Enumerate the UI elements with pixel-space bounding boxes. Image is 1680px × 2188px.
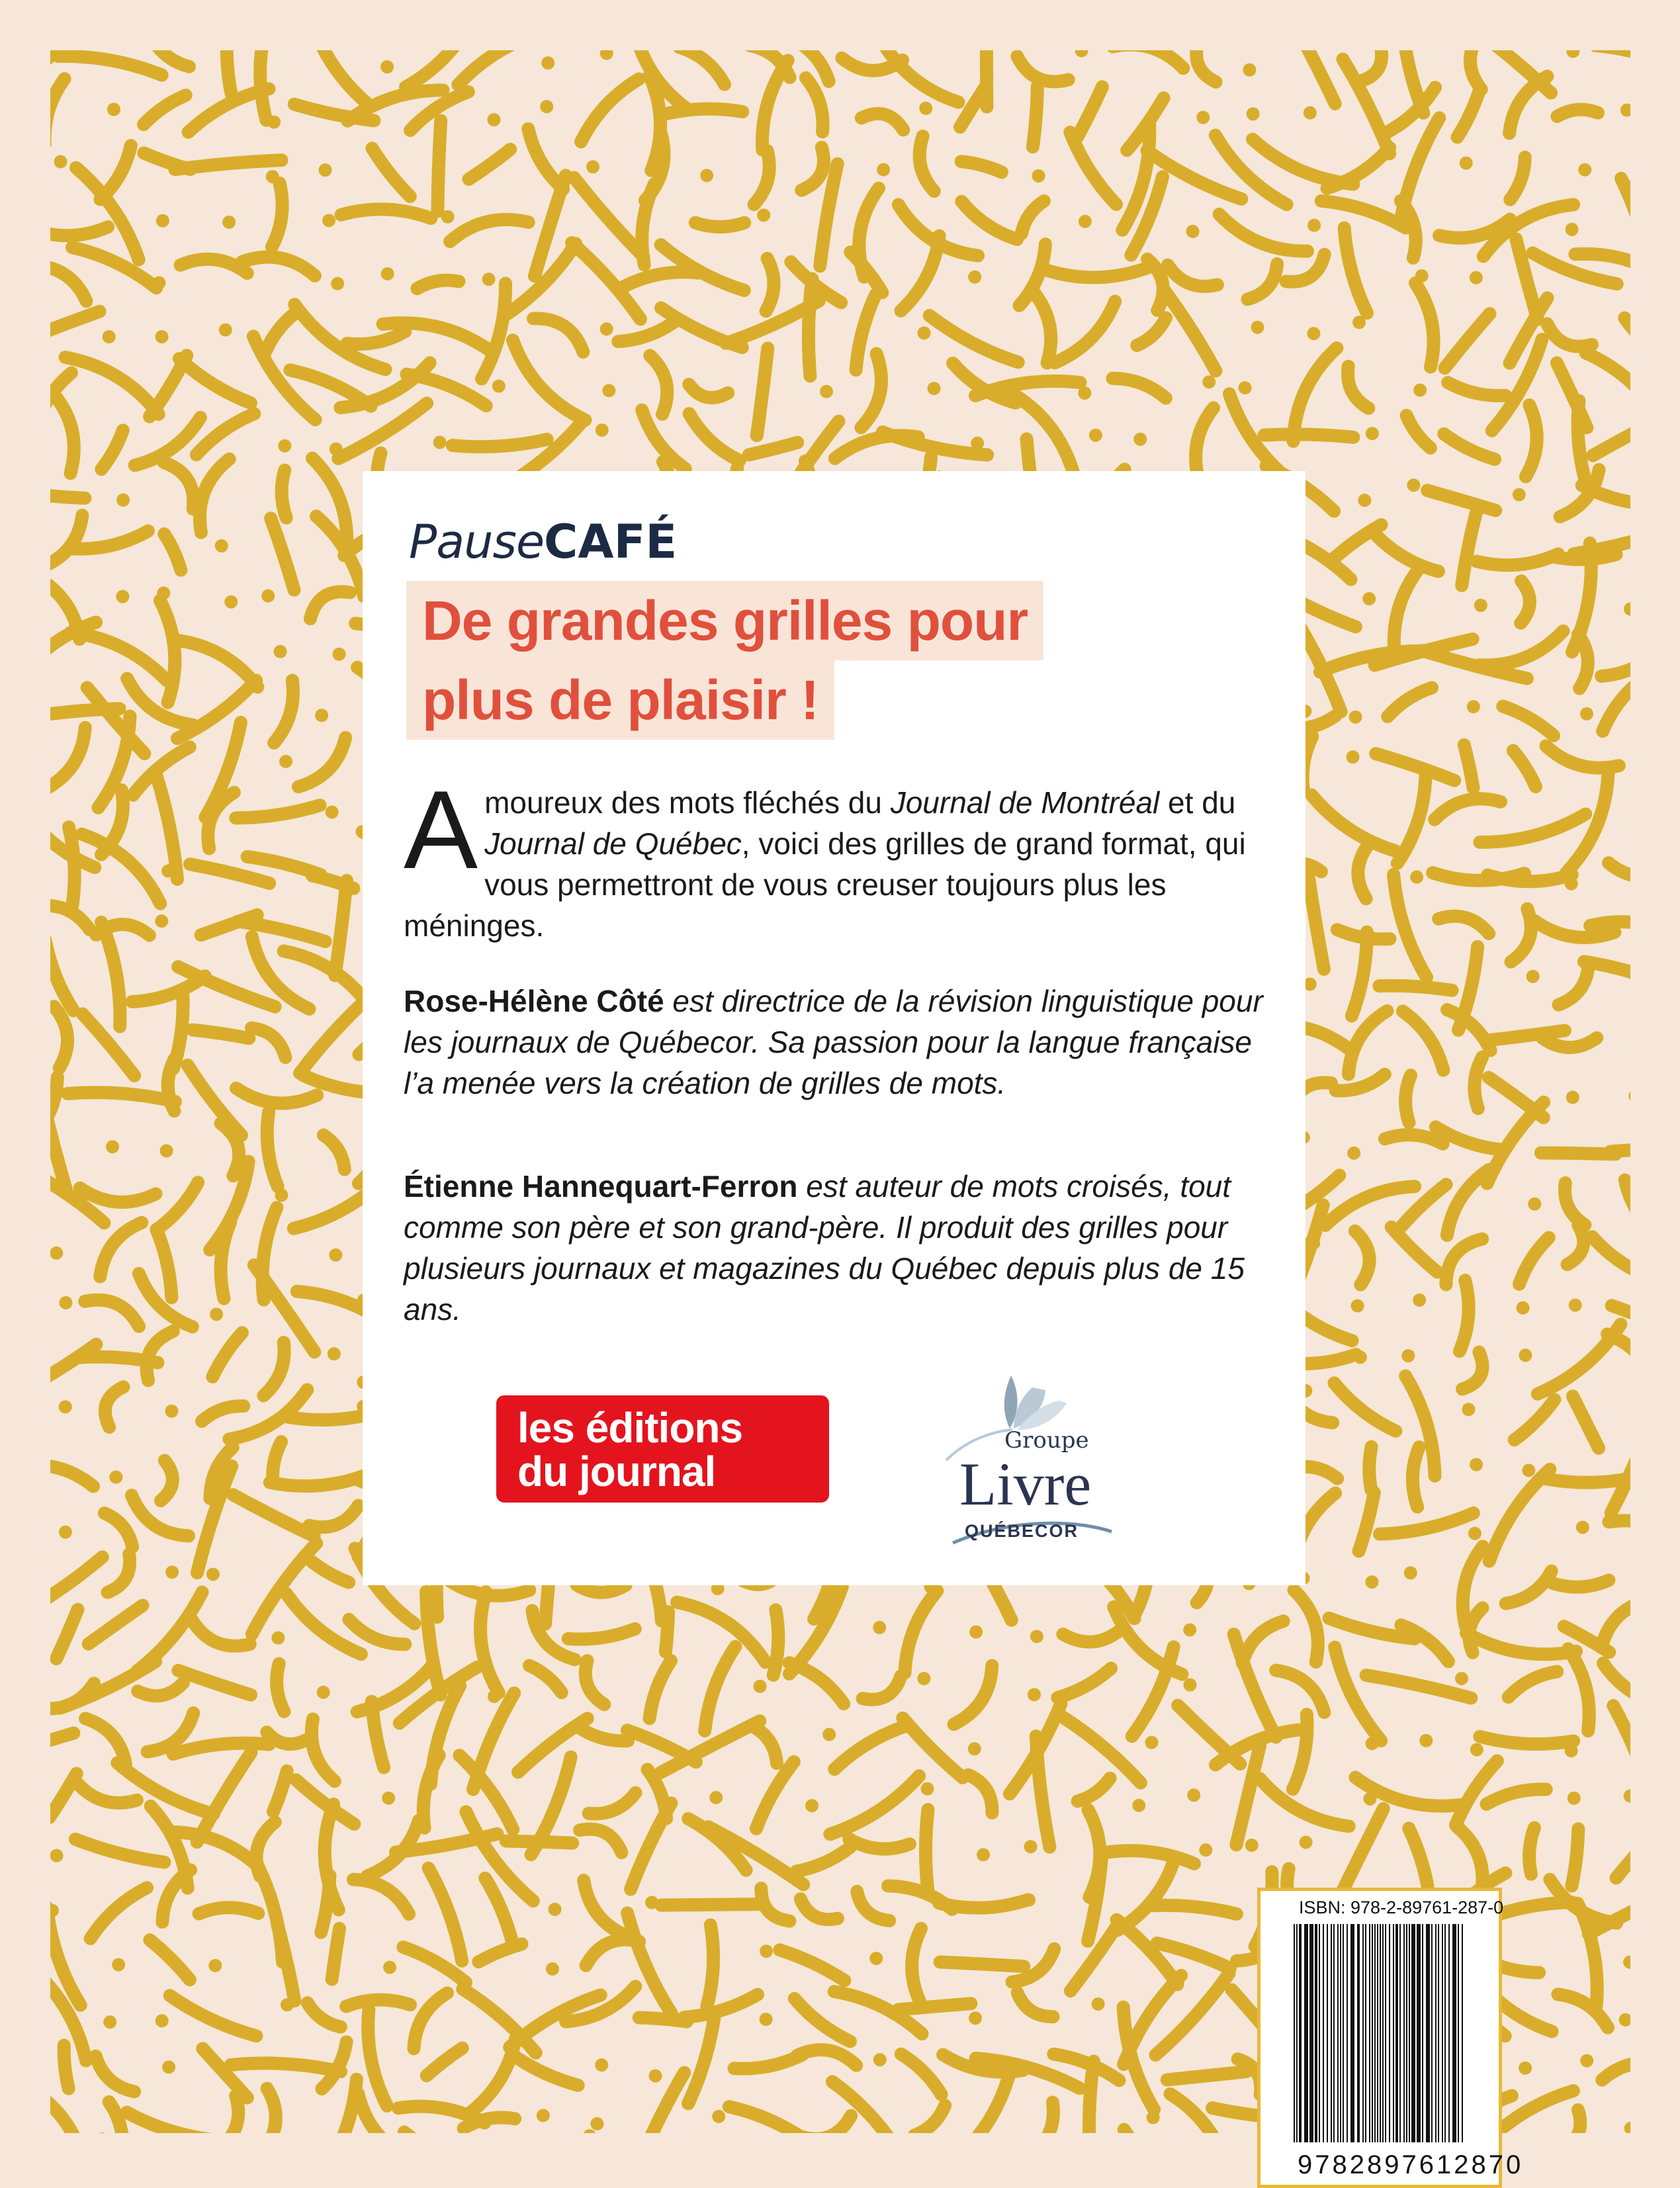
intro-text-3: , voici des grilles de grand format, qui vous permettront de vous creuser toujours plus les méninges. xyxy=(404,826,1246,943)
group-logo-quebecor: QUÉBECOR xyxy=(965,1521,1079,1541)
author-text-2: est auteur de mots croisés, tout comme son père et son grand-père. Il produit des grilles pour plusieurs journaux et magazines du Québec depuis plus de 15 ans. xyxy=(404,1169,1245,1327)
drop-cap: A xyxy=(404,767,478,892)
barcode-digits: 9782897612870 xyxy=(1298,2150,1524,2179)
publisher-logo-line-2: du journal xyxy=(517,1448,716,1495)
intro-paragraph xyxy=(404,767,1264,946)
series-logo xyxy=(409,512,677,572)
author-bio-1 xyxy=(404,981,1277,1104)
isbn-barcode xyxy=(1257,1888,1524,2188)
group-logo-livre: Livre xyxy=(959,1450,1092,1518)
isbn-label: ISBN: 978-2-89761-287-0 xyxy=(1299,1898,1504,1917)
author-name-2: Étienne Hannequart-Ferron xyxy=(404,1169,798,1203)
publisher-logo-line-1: les éditions xyxy=(517,1404,743,1452)
intro-journal-1: Journal de Montréal xyxy=(890,785,1160,820)
headline-line-2: plus de plaisir ! xyxy=(406,660,834,740)
content-panel xyxy=(363,471,1305,1585)
author-text-1: est directrice de la révision linguistique pour les journaux de Québecor. Sa passion pour la langue française l’a menée vers la création de grilles de mots. xyxy=(404,984,1263,1100)
intro-journal-2: Journal de Québec xyxy=(484,826,742,861)
publisher-logo xyxy=(496,1395,829,1503)
author-bio-2 xyxy=(404,1166,1277,1330)
series-logo-cafe: CAFÉ xyxy=(544,515,678,569)
intro-text-2: et du xyxy=(1159,785,1236,820)
group-logo-groupe: Groupe xyxy=(1004,1427,1089,1454)
author-name-1: Rose-Hélène Côté xyxy=(404,984,664,1018)
intro-text-1: moureux des mots fléchés du xyxy=(484,785,891,820)
headline-line-1: De grandes grilles pour xyxy=(406,581,1043,660)
group-livre-logo xyxy=(926,1361,1125,1553)
barcode-icon xyxy=(1294,1924,1467,2149)
headline xyxy=(406,581,1043,740)
series-logo-pause: Pause xyxy=(409,515,545,569)
